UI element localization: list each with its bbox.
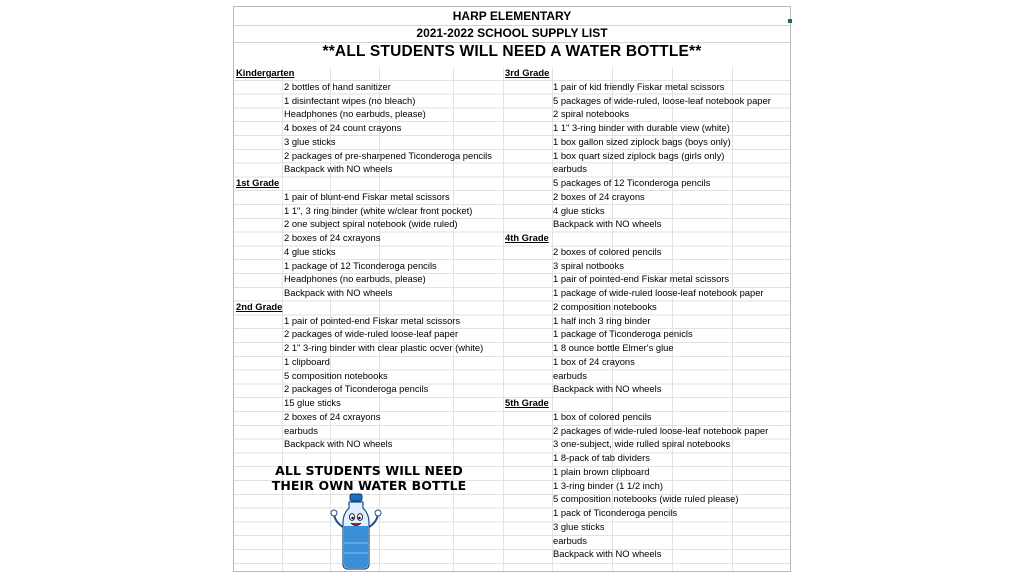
right-supply-item: 2 boxes of 24 crayons xyxy=(553,190,645,202)
left-supply-item: 1 package of 12 Ticonderoga pencils xyxy=(284,259,437,271)
right-grade-heading: 4th Grade xyxy=(505,232,549,243)
left-supply-item: 2 packages of pre-sharpened Ticonderoga pencils xyxy=(284,149,492,161)
right-supply-item: 4 glue sticks xyxy=(553,204,605,216)
right-supply-item: 2 spiral notebooks xyxy=(553,108,630,120)
right-supply-item: 5 packages of wide-ruled, loose-leaf notebook paper xyxy=(553,94,771,106)
left-supply-item: 4 glue sticks xyxy=(284,245,336,257)
right-supply-item: 1 box of colored pencils xyxy=(553,410,652,422)
right-supply-item: 1 box quart sized ziplock bags (girls only) xyxy=(553,149,725,161)
left-supply-item: 3 glue sticks xyxy=(284,135,336,147)
right-supply-item: 5 composition notebooks (wide ruled please) xyxy=(553,493,739,505)
left-supply-item: 5 composition notebooks xyxy=(284,369,388,381)
right-supply-item: earbuds xyxy=(553,534,587,546)
right-supply-item: 5 packages of 12 Ticonderoga pencils xyxy=(553,177,711,188)
left-supply-item: Backpack with NO wheels xyxy=(284,438,393,450)
right-supply-item: 3 glue sticks xyxy=(553,520,605,532)
left-supply-item: Backpack with NO wheels xyxy=(284,287,393,298)
right-supply-item: 1 8 ounce bottle Elmer's glue xyxy=(553,342,674,353)
left-supply-item: earbuds xyxy=(284,424,318,436)
left-supply-item: 1 clipboard xyxy=(284,355,330,367)
right-supply-item: Backpack with NO wheels xyxy=(553,218,662,230)
left-supply-item: 1 pair of pointed-end Fiskar metal scissors xyxy=(284,314,461,326)
water-bottle-callout xyxy=(264,464,474,493)
right-supply-item: 1 package of wide-ruled loose-leaf notebook paper xyxy=(553,287,764,298)
left-supply-item: 2 one subject spiral notebook (wide ruled) xyxy=(284,218,458,230)
right-grade-heading: 5th Grade xyxy=(505,397,549,408)
right-supply-item: 1 3-ring binder (1 1/2 inch) xyxy=(553,479,663,491)
left-supply-item: Backpack with NO wheels xyxy=(284,163,393,175)
left-supply-item: 1 pair of blunt-end Fiskar metal scissors xyxy=(284,190,450,202)
right-supply-item: 3 one-subject, wide rulled spiral notebooks xyxy=(553,438,731,450)
right-supply-item: 1 pack of Ticonderoga pencils xyxy=(553,507,678,518)
right-supply-item: 1 1" 3-ring binder with durable view (white) xyxy=(553,122,730,133)
right-supply-item: 1 8-pack of tab dividers xyxy=(553,452,650,463)
left-supply-item: 2 packages of wide-ruled loose-leaf paper xyxy=(284,328,459,340)
right-supply-item: 1 pair of pointed-end Fiskar metal scissors xyxy=(553,273,730,285)
left-supply-item: 2 boxes of 24 cxrayons xyxy=(284,232,381,243)
left-supply-item: 4 boxes of 24 count crayons xyxy=(284,122,402,133)
left-supply-item: Headphones (no earbuds, please) xyxy=(284,273,426,285)
left-grade-heading: Kindergarten xyxy=(236,67,295,78)
right-supply-item: 1 plain brown clipboard xyxy=(553,465,650,477)
left-supply-item: 2 1" 3-ring binder with clear plastic ocver (white) xyxy=(284,342,484,353)
spreadsheet xyxy=(233,6,791,572)
left-supply-item: 2 bottles of hand sanitizer xyxy=(284,80,391,92)
left-grade-heading: 2nd Grade xyxy=(236,300,283,312)
right-supply-item: 1 package of Ticonderoga penicls xyxy=(553,328,693,340)
water-bottle-icon xyxy=(329,493,383,571)
right-supply-item: earbuds xyxy=(553,163,587,175)
left-supply-column xyxy=(236,66,502,451)
callout-line-1: ALL STUDENTS WILL NEED xyxy=(275,463,463,478)
right-supply-item: 2 boxes of colored pencils xyxy=(553,245,662,257)
right-supply-item: 2 packages of wide-ruled loose-leaf notebook paper xyxy=(553,424,769,436)
left-supply-item: 15 glue sticks xyxy=(284,397,341,408)
left-grade-heading: 1st Grade xyxy=(236,177,280,188)
school-name: HARP ELEMENTARY xyxy=(452,9,572,23)
right-supply-item: 3 spiral notbooks xyxy=(553,259,624,271)
right-supply-item: Backpack with NO wheels xyxy=(553,383,662,395)
list-title: 2021-2022 SCHOOL SUPPLY LIST xyxy=(416,26,608,40)
right-supply-column xyxy=(505,66,790,561)
right-supply-item: 2 composition notebooks xyxy=(553,300,657,312)
left-supply-item: 1 disinfectant wipes (no bleach) xyxy=(284,94,416,106)
right-supply-item: 1 box gallon sized ziplock bags (boys only) xyxy=(553,135,731,147)
right-supply-item: Backpack with NO wheels xyxy=(553,548,662,560)
left-supply-item: 1 1", 3 ring binder (white w/clear front pocket) xyxy=(284,204,473,216)
left-supply-item: 2 packages of Ticonderoga pencils xyxy=(284,383,429,395)
column-gridline xyxy=(503,67,504,571)
water-bottle-notice: **ALL STUDENTS WILL NEED A WATER BOTTLE** xyxy=(322,43,702,60)
right-supply-item: earbuds xyxy=(553,369,587,381)
right-supply-item: 1 half inch 3 ring binder xyxy=(553,314,651,326)
callout-line-2: THEIR OWN WATER BOTTLE xyxy=(271,477,467,493)
right-supply-item: 1 pair of kid friendly Fiskar metal scissors xyxy=(553,80,725,92)
right-supply-item: 1 box of 24 crayons xyxy=(553,355,635,367)
right-grade-heading: 3rd Grade xyxy=(505,67,550,78)
left-supply-item: 2 boxes of 24 cxrayons xyxy=(284,410,381,422)
left-supply-item: Headphones (no earbuds, please) xyxy=(284,108,426,120)
